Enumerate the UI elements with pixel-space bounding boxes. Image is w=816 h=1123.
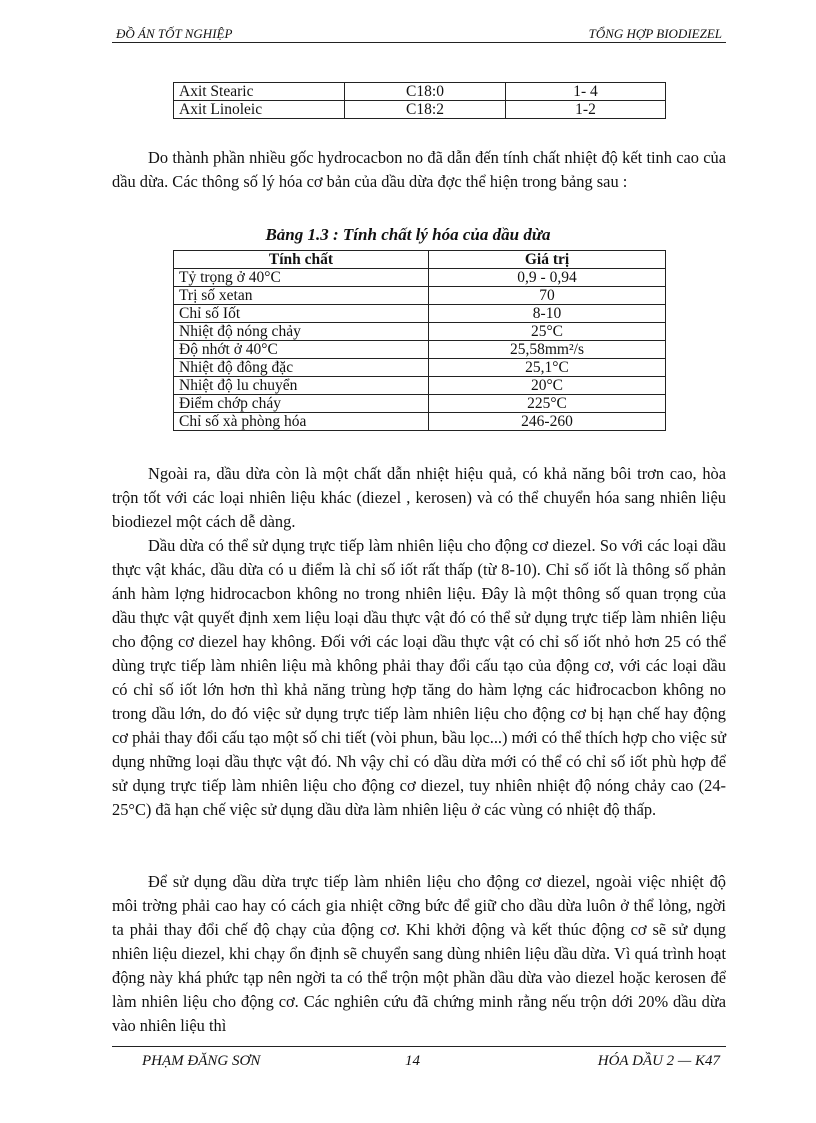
table-cell: 246-260 <box>429 413 666 431</box>
table-cell: Nhiệt độ nóng chảy <box>174 323 429 341</box>
fatty-acid-table <box>173 82 666 119</box>
table-row <box>174 305 666 323</box>
paragraph-engine-use: Để sử dụng dầu dừa trực tiếp làm nhiên liệu cho động cơ diezel, ngoài việc nhiệt độ môi trờng phải cao hay có cách gia nhiệt cỡng bức để giữ cho dầu dừa luôn ở thể lỏng, ngời ta phải thay đổi chế độ chạy của động cơ. Khi khởi động và kết thúc động cơ sẽ sử dụng nhiên liệu diezel, khi chạy ổn định sẽ chuyển sang dùng nhiên liệu dầu dừa. Vì quá trình hoạt động này khá phức tạp nên ngời ta có thể trộn một phần dầu dừa vào diezel hoặc kerosen để làm nhiên liệu cho động cơ. Các nghiên cứu đã chứng minh rằng nếu trộn dới 20% dầu dừa vào nhiên liệu thì <box>112 872 726 1035</box>
table-cell: Trị số xetan <box>174 287 429 305</box>
properties-table <box>173 250 666 431</box>
column-header: Giá trị <box>429 251 666 269</box>
header-right: TỔNG HỢP BIODIEZEL <box>588 26 722 41</box>
table-cell: 0,9 - 0,94 <box>429 269 666 287</box>
table-cell: 25°C <box>429 323 666 341</box>
table-cell: 225°C <box>429 395 666 413</box>
paragraph-properties: Ngoài ra, dầu dừa còn là một chất dẫn nhiệt hiệu quả, có khả năng bôi trơn cao, hòa trộn tốt với các loại nhiên liệu khác (diezel , kerosen) và có thể chuyển hóa sang nhiên liệu biodiezel một cách dễ dàng. <box>112 464 726 531</box>
page-header <box>112 22 726 43</box>
table-row <box>174 359 666 377</box>
footer-author: PHẠM ĐĂNG SƠN <box>142 1053 261 1069</box>
table-cell: Chỉ số Iốt <box>174 305 429 323</box>
header-left: ĐỒ ÁN TỐT NGHIỆP <box>116 26 233 41</box>
table-cell: Axit Stearic <box>174 83 345 101</box>
table-header-row <box>174 251 666 269</box>
table-row <box>174 83 666 101</box>
table-cell: Nhiệt độ lu chuyển <box>174 377 429 395</box>
page-footer <box>112 1046 726 1077</box>
table-cell: 20°C <box>429 377 666 395</box>
table-cell: 1- 4 <box>506 83 666 101</box>
table-cell: 25,1°C <box>429 359 666 377</box>
table-cell: Nhiệt độ đông đặc <box>174 359 429 377</box>
paragraph-intro: Do thành phần nhiều gốc hydrocacbon no đã dẫn đến tính chất nhiệt độ kết tinh cao của dầu dừa. Các thông số lý hóa cơ bản của dầu dừa đợc thể hiện trong bảng sau : <box>112 148 726 191</box>
table-cell: 8-10 <box>429 305 666 323</box>
table-cell: C18:2 <box>345 101 506 119</box>
table-row <box>174 341 666 359</box>
page-number: 14 <box>405 1053 420 1069</box>
table-row <box>174 287 666 305</box>
table-cell: Chỉ số xà phòng hóa <box>174 413 429 431</box>
table-row <box>174 101 666 119</box>
table-cell: Tỷ trọng ở 40°C <box>174 269 429 287</box>
table-cell: 25,58mm²/s <box>429 341 666 359</box>
table-row <box>174 377 666 395</box>
table-cell: 1-2 <box>506 101 666 119</box>
table-caption: Bảng 1.3 : Tính chất lý hóa của dầu dừa <box>265 225 551 244</box>
footer-class: HÓA DẦU 2 — K47 <box>597 1053 720 1069</box>
table-row <box>174 395 666 413</box>
table-cell: Điểm chớp cháy <box>174 395 429 413</box>
table-cell: Độ nhớt ở 40°C <box>174 341 429 359</box>
table-cell: 70 <box>429 287 666 305</box>
table-row <box>174 269 666 287</box>
table-cell: Axit Linoleic <box>174 101 345 119</box>
column-header: Tính chất <box>174 251 429 269</box>
paragraph-iodine-value: Dầu dừa có thể sử dụng trực tiếp làm nhiên liệu cho động cơ diezel. So với các loại dầu thực vật khác, dầu dừa có u điểm là chỉ số iốt rất thấp (từ 8-10). Chỉ số iốt là thông số phản ánh hàm lợng hidrocacbon không no trong nhiên liệu. Đây là một thông số quan trọng của dầu thực vật quyết định xem liệu loại dầu thực vật đó có thể sử dụng trực tiếp làm nhiên liệu cho động cơ diezel hay không. Đối với các loại dầu thực vật có chỉ số iốt nhỏ hơn 25 có thể dùng trực tiếp làm nhiên liệu mà không phải thay đổi cấu tạo của động cơ, với các loại dầu có chỉ số iốt lớn hơn thì khả năng trùng hợp tăng do hàm lợng các hiđrocacbon không no trong dầu lớn, do đó việc sử dụng trực tiếp làm nhiên liệu cho động cơ bị hạn chế hay động cơ phải thay đổi cấu tạo một số chi tiết (vòi phun, bầu lọc...) mới có thể thích hợp cho việc sử dụng những loại dầu thực vật đó. Nh vậy chỉ có dầu dừa mới có thể có chỉ số iốt phù hợp để sử dụng trực tiếp làm nhiên liệu cho động cơ diezel, tuy nhiên nhiệt độ nóng chảy cao (24-25°C) đã hạn chế việc sử dụng dầu dừa làm nhiên liệu ở các vùng có nhiệt độ thấp. <box>112 536 726 819</box>
table-row <box>174 323 666 341</box>
table-cell: C18:0 <box>345 83 506 101</box>
table-row <box>174 413 666 431</box>
